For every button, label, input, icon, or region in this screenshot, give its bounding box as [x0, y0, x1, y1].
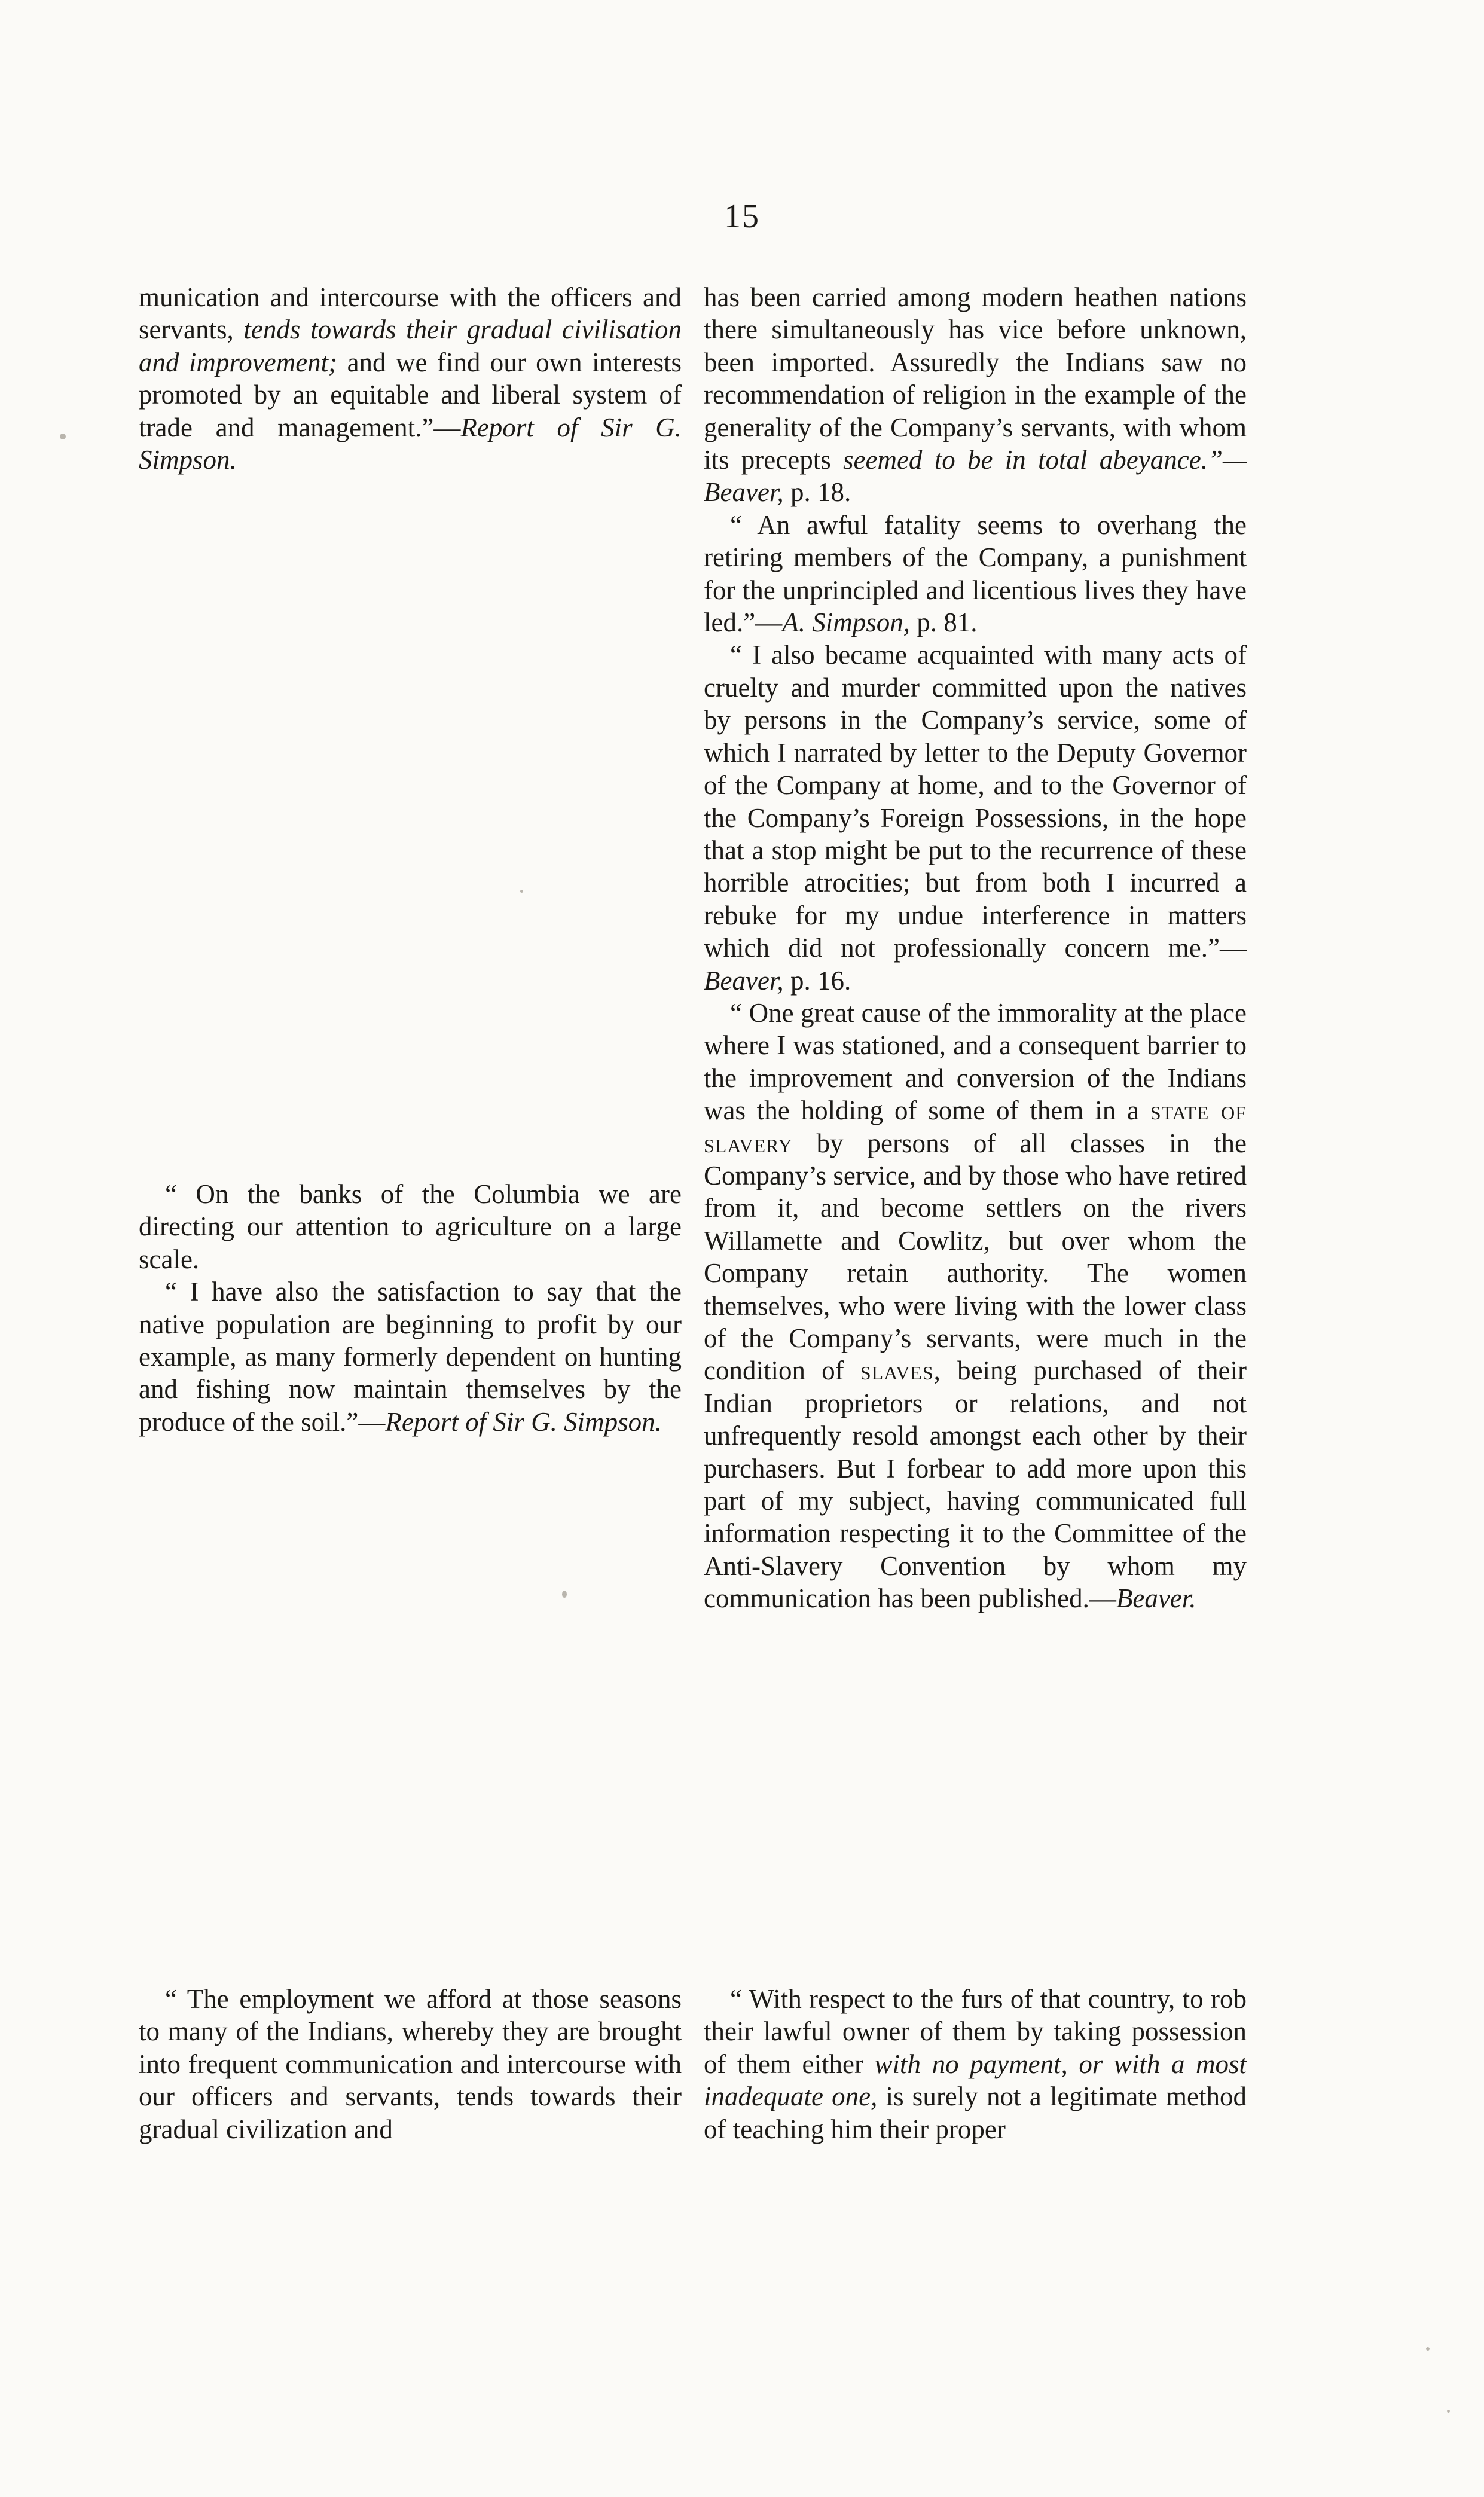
right-furs-text: “ With respect to the furs of that country, to rob their lawful owner of them by taking possession of them either [704, 1984, 1247, 2079]
right-furs-emphasis: with no payment, or with a most inadequate one, [704, 2049, 1247, 2112]
right-p3-citation: Beaver, [704, 965, 784, 996]
right-p2-text: “ An awful fatality seems to overhang the retiring members of the Company, a punishment for the unprincipled and licentious lives they have led.”— [704, 509, 1247, 638]
scan-speck [562, 1591, 567, 1598]
left-block1-text-2: and we find our own interests promoted by an equitable and liberal system of trade and management.”— [139, 347, 682, 442]
right-p2-citation: A. Simpson, [782, 608, 910, 638]
left-block1-text: munication and intercourse with the officers and servants, [139, 282, 682, 345]
left-block1-emphasis: tends towards their gradual civilisation and improvement; [139, 315, 682, 377]
left-employment-paragraph: “ The employment we afford at those seasons to many of the Indians, whereby they are brought into frequent communication and intercourse with our officers and servants, tends towards their gradual civilization and [139, 1984, 682, 2144]
right-quote-beaver-block [704, 281, 1247, 1615]
right-p2-page-ref: p. 81. [909, 608, 978, 638]
right-p3-text: “ I also became acquainted with many acts of cruelty and murder committed upon the natives by persons in the Company’s service, some of which I narrated by letter to the Deputy Governor of the Company at home, and to the Governor of the Company’s Foreign Possessions, in the hope that a stop might be put to the recurrence of these horrible atrocities; but from both I incurred a rebuke for my undue interference in matters which did not professionally concern me.”— [704, 640, 1247, 963]
right-p4-text-c: being purchased of their Indian proprietors or relations, and not unfrequently resold amongst each other by their purchasers. But I forbear to add more upon this part of my subject, having communicated full information respecting it to the Committee of the Anti-Slavery Convention by whom my communication has been published.— [704, 1356, 1247, 1614]
scan-speck [1447, 2410, 1450, 2413]
right-p4-small-caps-slavery: state of slavery [704, 1095, 1247, 1158]
right-p4-small-caps-slaves: slaves, [860, 1356, 941, 1386]
left-satisfaction-paragraph: “ I have also the satisfaction to say that the native population are beginning to profit by our example, as many formerly dependent on hunting and fishing now maintain themselves by the produce of the soil.”— [139, 1277, 682, 1437]
right-p1-text: has been carried among modern heathen nations there simultaneously has vice before unknown, been imported. Assuredly the Indians saw no recommendation of religion in the example of the generality of the Company’s servants, with whom its precepts [704, 282, 1247, 475]
left-columbia-paragraph: “ On the banks of the Columbia we are directing our attention to agriculture on a large scale. [139, 1179, 682, 1274]
right-p1-emphasis: seemed to be in total abeyance.”—Beaver, [704, 445, 1247, 508]
scan-speck [60, 434, 66, 439]
right-furs-text-2: is surely not a legitimate method of teaching him their proper [704, 2081, 1247, 2144]
scan-speck [520, 890, 523, 893]
right-p4-citation: Beaver. [1116, 1583, 1196, 1614]
right-p4-text-a: “ One great cause of the immorality at the place where I was stationed, and a consequent barrier to the improvement and conversion of the Indians was the holding of some of them in a [704, 997, 1247, 1126]
right-p1-page-ref: p. 18. [783, 477, 851, 508]
left-block2-citation: Report of Sir G. Simpson. [385, 1406, 662, 1437]
page-number: 15 [724, 198, 760, 235]
left-quote-simpson-report-continued [139, 281, 682, 476]
left-quote-employment [139, 1983, 682, 2145]
right-p3-page-ref: p. 16. [783, 965, 851, 996]
left-quote-columbia-agriculture [139, 1178, 682, 1438]
right-p4-text-b: by persons of all classes in the Company’s service, and by those who have retired from it, and become settlers on the rivers Willamette and Cowlitz, but over whom the Company retain authority. The women themselves, who were living with the lower class of the Company’s servants, were much in the condition of [704, 1128, 1247, 1386]
right-quote-furs [704, 1983, 1247, 2145]
left-block1-citation: Report of Sir G. Simpson. [139, 412, 682, 475]
scan-speck [1426, 2347, 1430, 2351]
